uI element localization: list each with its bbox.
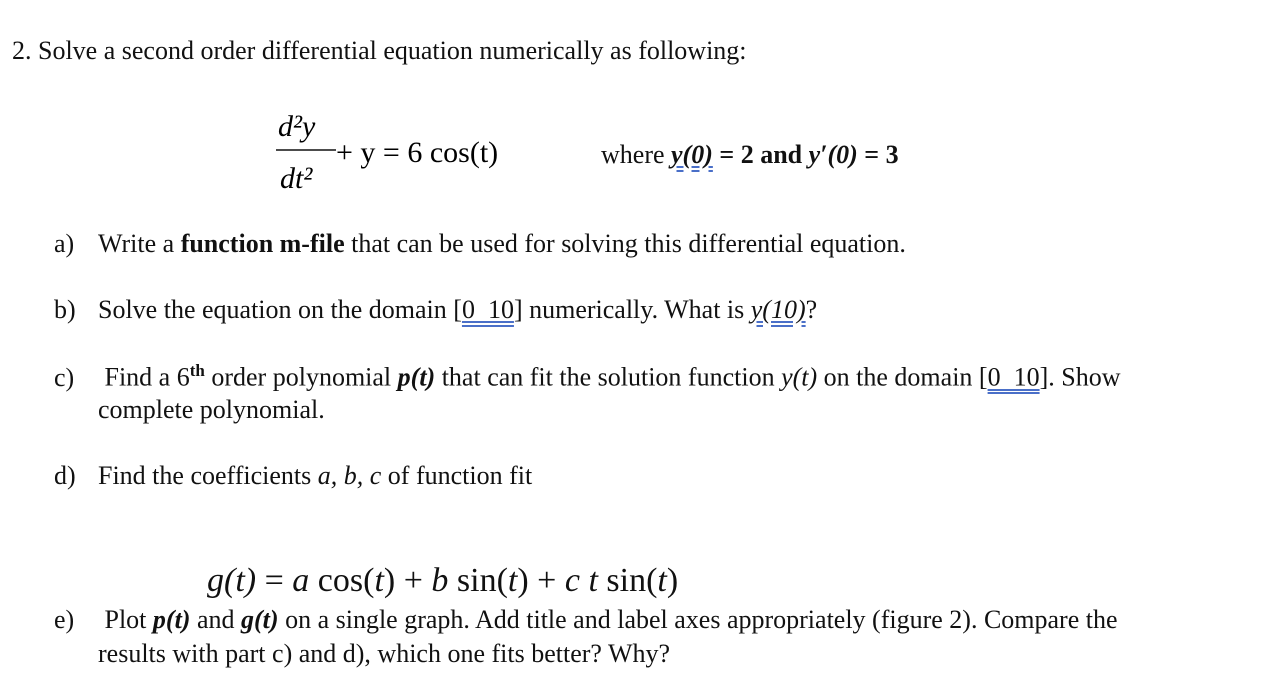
g-cos: cos( xyxy=(309,562,375,599)
part-d-text-1: Find the coefficients xyxy=(98,461,318,490)
ode-numerator: d²y xyxy=(278,110,316,143)
part-e-text-1: Plot xyxy=(98,605,153,634)
question-title: 2. Solve a second order differential equation numerically as following: xyxy=(12,36,747,65)
part-b-text-1: Solve the equation on the domain [ xyxy=(98,295,462,324)
g-sin-1: sin( xyxy=(448,562,508,599)
part-e xyxy=(54,605,1118,635)
g-sin-2: sin( xyxy=(597,562,658,599)
part-c-text-1: Find a 6 xyxy=(98,362,190,392)
cond-text-1: = 2 and xyxy=(712,140,809,169)
part-c-text-4: on the domain [ xyxy=(817,362,988,392)
g-coef-a: a xyxy=(292,562,310,599)
g-t2: t xyxy=(507,562,518,599)
g-coef-b: b xyxy=(431,562,449,599)
g-t4: t xyxy=(657,562,667,599)
part-a-text-2: that can be used for solving this differential equation. xyxy=(344,229,906,258)
part-e-line-2: results with part c) and d), which one fits better? Why? xyxy=(98,639,671,668)
g-t1: t xyxy=(374,562,384,599)
g-close: ) xyxy=(666,562,679,599)
g-t3: t xyxy=(588,562,598,599)
y0-term: y(0) xyxy=(671,140,713,169)
dy0-term: y′(0) xyxy=(808,140,858,169)
part-b-text-2: ] numerically. What is xyxy=(513,295,751,324)
g-lhs: g(t) xyxy=(207,562,257,599)
cond-text-2: = 3 xyxy=(857,140,899,169)
part-a-label: a) xyxy=(54,229,75,258)
where-text: where xyxy=(601,140,665,169)
part-a xyxy=(54,229,906,259)
part-e-p: p(t) xyxy=(152,605,191,634)
part-b-domain: 0 10 xyxy=(461,295,514,324)
part-e-text-2: and xyxy=(190,605,242,634)
part-a-text-1: Write a xyxy=(98,229,181,258)
part-c-text-2: order polynomial xyxy=(204,362,398,392)
part-e-text-3: on a single graph. Add title and label axes appropriately (figure 2). Compare the xyxy=(278,605,1118,634)
g-equation xyxy=(190,524,678,600)
part-b-y10: y(10) xyxy=(750,295,806,324)
ode-equation xyxy=(274,104,574,196)
part-d xyxy=(54,461,532,491)
ode-rest: + y = 6 cos(t) xyxy=(336,136,499,169)
part-d-label: d) xyxy=(54,461,76,490)
part-c xyxy=(54,361,1121,393)
ode-denominator: dt² xyxy=(280,162,313,195)
part-c-line-2: complete polynomial. xyxy=(98,395,325,424)
part-c-domain: 0 10 xyxy=(987,362,1040,392)
part-e-g: g(t) xyxy=(241,605,279,634)
part-c-text-3: that can fit the solution function xyxy=(435,362,782,392)
g-coef-c: c xyxy=(564,562,580,599)
part-c-text-5: ]. Show xyxy=(1039,362,1121,392)
part-e-label: e) xyxy=(54,605,75,634)
g-plus-2: ) + xyxy=(517,562,565,599)
part-b-text-3: ? xyxy=(805,295,818,324)
part-c-p: p(t) xyxy=(397,362,436,392)
part-c-label: c) xyxy=(54,362,75,392)
part-a-bold: function m-file xyxy=(180,229,345,258)
part-d-coefs: a, b, c xyxy=(317,461,382,490)
ode-svg xyxy=(274,104,574,196)
part-c-sup: th xyxy=(189,361,205,380)
part-c-yt: y(t) xyxy=(781,362,818,392)
g-plus-1: ) + xyxy=(383,562,432,599)
g-eq-sign: = xyxy=(256,562,293,599)
part-d-text-2: of function fit xyxy=(381,461,533,490)
part-b-label: b) xyxy=(54,295,76,324)
initial-conditions xyxy=(601,140,899,170)
part-b xyxy=(54,295,817,325)
